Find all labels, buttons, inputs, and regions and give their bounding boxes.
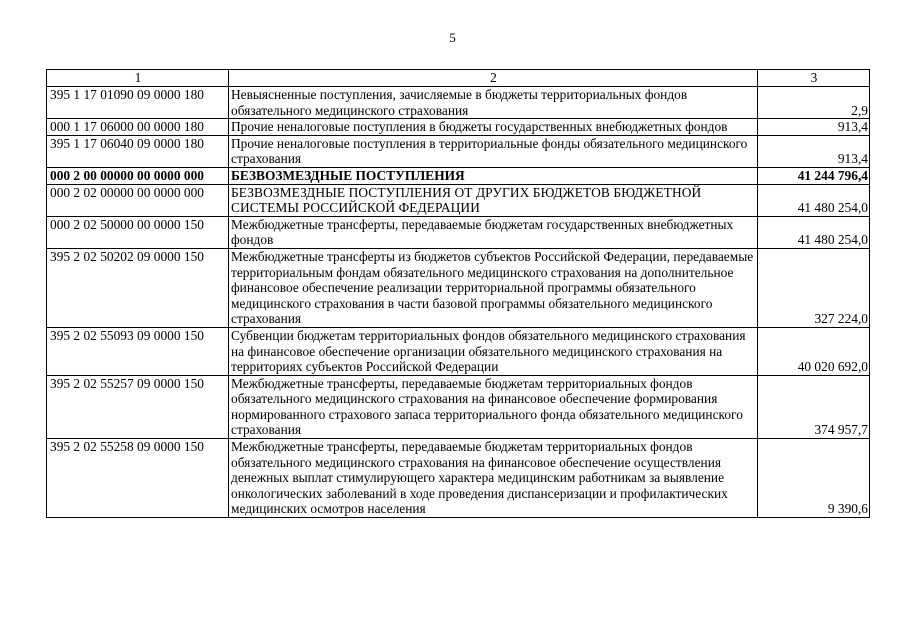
row-code: 395 2 02 55257 09 0000 150 [47, 375, 229, 438]
table-row [47, 184, 870, 216]
row-code: 000 2 00 00000 00 0000 000 [47, 167, 229, 184]
row-amount: 913,4 [758, 135, 870, 167]
row-description: Межбюджетные трансферты из бюджетов субъектов Российской Федерации, передаваемые территориальным фондам обязательного медицинского страхования на дополнительное финансовое обеспечение реализации территориальной программы обязательного медицинского страхования в части базовой программы обязательного медицинского страхования [229, 248, 758, 327]
table-row [47, 439, 870, 518]
row-description: БЕЗВОЗМЕЗДНЫЕ ПОСТУПЛЕНИЯ ОТ ДРУГИХ БЮДЖЕТОВ БЮДЖЕТНОЙ СИСТЕМЫ РОССИЙСКОЙ ФЕДЕРАЦИИ [229, 184, 758, 216]
row-amount: 2,9 [758, 87, 870, 119]
row-amount: 327 224,0 [758, 248, 870, 327]
row-code: 395 2 02 55258 09 0000 150 [47, 439, 229, 518]
budget-table [46, 69, 870, 518]
row-code: 000 1 17 06000 00 0000 180 [47, 119, 229, 136]
table-row-total [47, 167, 870, 184]
row-amount: 41 480 254,0 [758, 216, 870, 248]
row-code: 000 2 02 00000 00 0000 000 [47, 184, 229, 216]
column-header-3: 3 [758, 70, 870, 87]
table-row [47, 375, 870, 438]
table-row [47, 87, 870, 119]
row-description: БЕЗВОЗМЕЗДНЫЕ ПОСТУПЛЕНИЯ [229, 167, 758, 184]
row-amount: 40 020 692,0 [758, 327, 870, 375]
page-number: 5 [449, 30, 456, 45]
row-description: Субвенции бюджетам территориальных фондов обязательного медицинского страхования на финансовое обеспечение организации обязательного медицинского страхования на территориях субъектов Российской Федерации [229, 327, 758, 375]
row-description: Межбюджетные трансферты, передаваемые бюджетам государственных внебюджетных фондов [229, 216, 758, 248]
row-amount: 913,4 [758, 119, 870, 136]
column-header-1: 1 [47, 70, 229, 87]
row-description: Невыясненные поступления, зачисляемые в бюджеты территориальных фондов обязательного медицинского страхования [229, 87, 758, 119]
column-header-2: 2 [229, 70, 758, 87]
table-row [47, 216, 870, 248]
row-code: 395 2 02 50202 09 0000 150 [47, 248, 229, 327]
row-description: Прочие неналоговые поступления в территориальные фонды обязательного медицинского страхования [229, 135, 758, 167]
row-description: Межбюджетные трансферты, передаваемые бюджетам территориальных фондов обязательного медицинского страхования на финансовое обеспечение осуществления денежных выплат стимулирующего характера медицинским работникам за выявление онкологических заболеваний в ходе проведения диспансеризации и профилактических медицинских осмотров населения [229, 439, 758, 518]
row-amount: 9 390,6 [758, 439, 870, 518]
row-amount: 41 480 254,0 [758, 184, 870, 216]
row-code: 395 1 17 01090 09 0000 180 [47, 87, 229, 119]
row-code: 395 1 17 06040 09 0000 180 [47, 135, 229, 167]
row-description: Прочие неналоговые поступления в бюджеты государственных внебюджетных фондов [229, 119, 758, 136]
table-row [47, 119, 870, 136]
table-row [47, 135, 870, 167]
table-header-row [47, 70, 870, 87]
row-code: 395 2 02 55093 09 0000 150 [47, 327, 229, 375]
row-amount: 374 957,7 [758, 375, 870, 438]
row-code: 000 2 02 50000 00 0000 150 [47, 216, 229, 248]
table-row [47, 248, 870, 327]
row-amount: 41 244 796,4 [758, 167, 870, 184]
table-row [47, 327, 870, 375]
row-description: Межбюджетные трансферты, передаваемые бюджетам территориальных фондов обязательного медицинского страхования на финансовое обеспечение формирования нормированного страхового запаса территориального фонда обязательного медицинского страхования [229, 375, 758, 438]
